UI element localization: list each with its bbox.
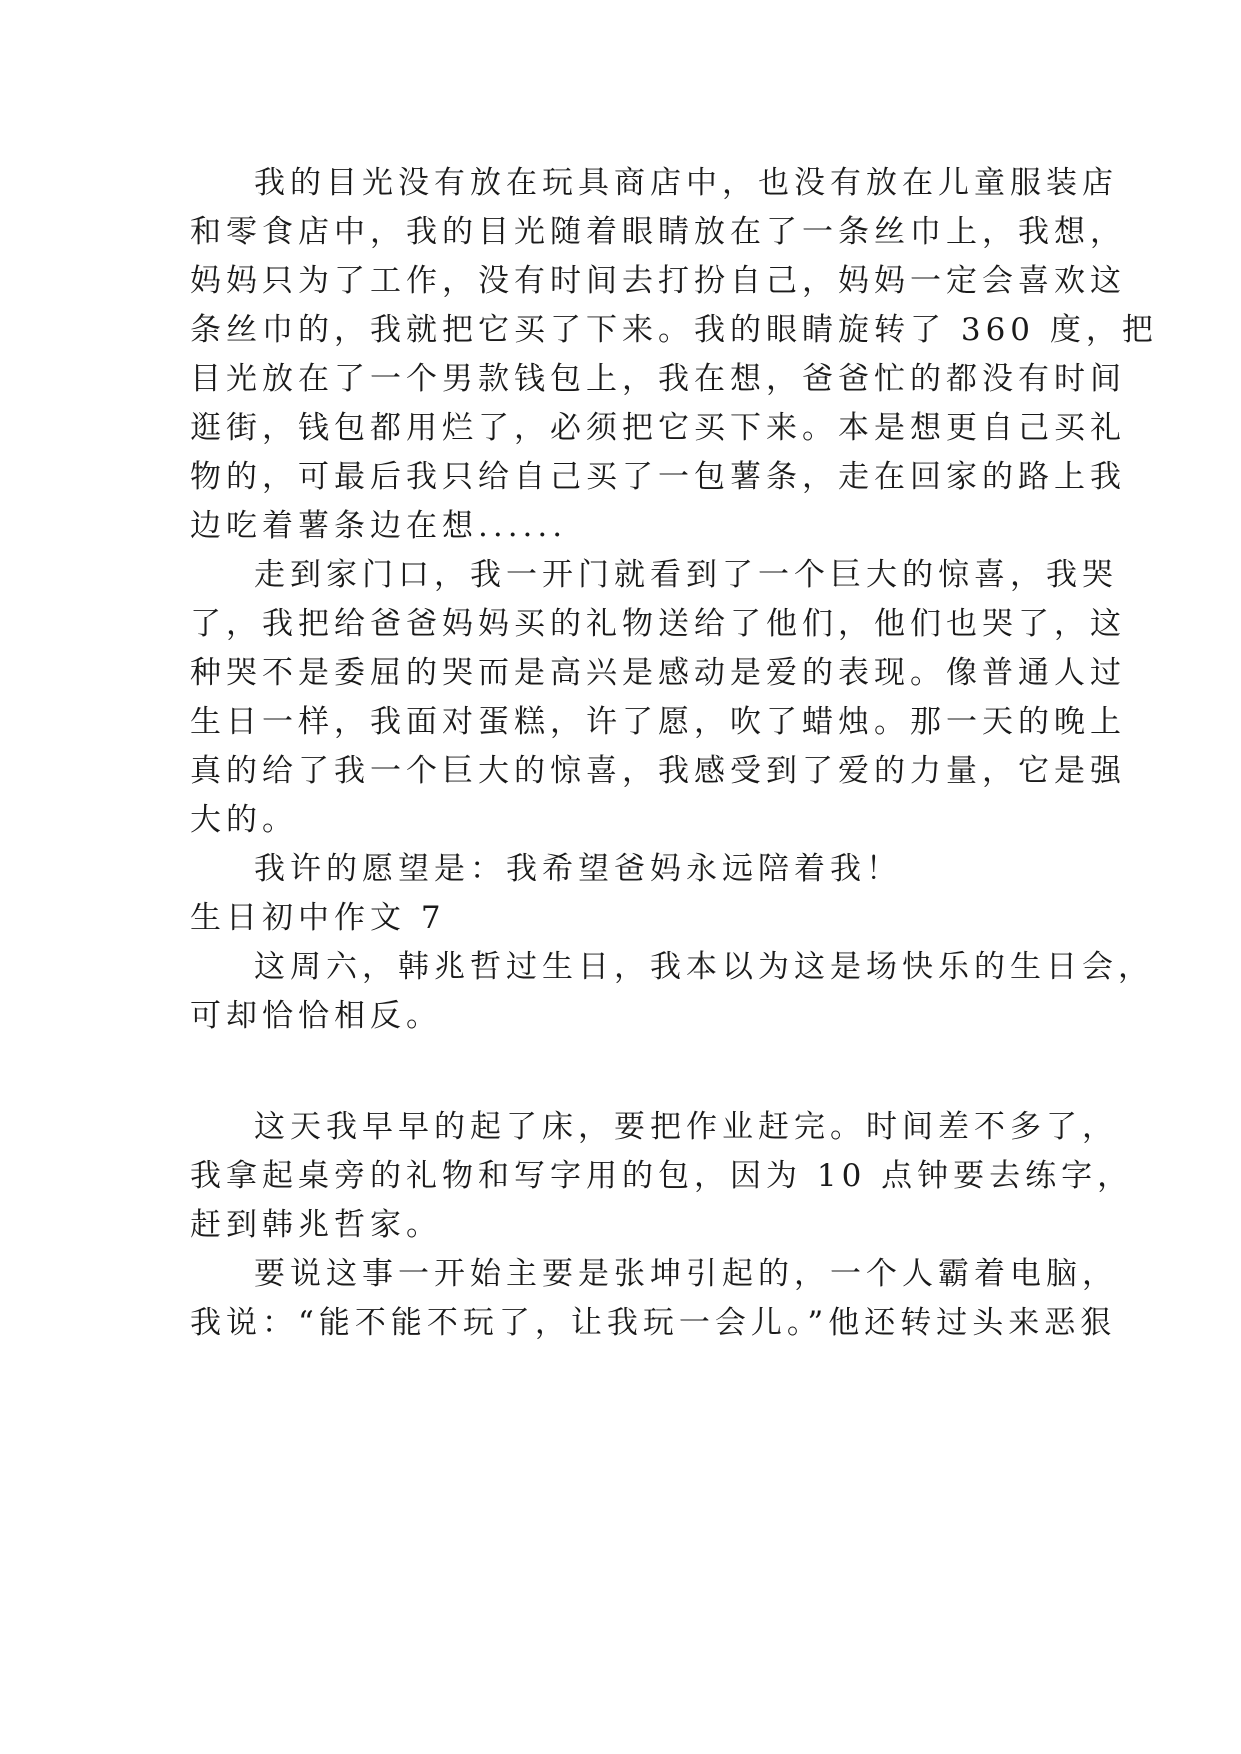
paragraph-line: 赶到韩兆哲家。 xyxy=(190,1207,442,1243)
section-title: 生日初中作文 7 xyxy=(190,900,446,936)
paragraph-line: 条丝巾的，我就把它买了下来。我的眼睛旋转了 360 度，把 xyxy=(190,312,1158,348)
paragraph-line: 目光放在了一个男款钱包上，我在想，爸爸忙的都没有时间 xyxy=(190,361,1126,397)
paragraph-line: 和零食店中，我的目光随着眼睛放在了一条丝巾上，我想， xyxy=(190,214,1126,250)
paragraph-line: 了，我把给爸爸妈妈买的礼物送给了他们，他们也哭了，这 xyxy=(190,606,1126,642)
paragraph-line: 我拿起桌旁的礼物和写字用的包，因为 10 点钟要去练字， xyxy=(190,1158,1134,1194)
paragraph-line: 要说这事一开始主要是张坤引起的，一个人霸着电脑， xyxy=(254,1256,1118,1292)
paragraph-line: 这周六，韩兆哲过生日，我本以为这是场快乐的生日会， xyxy=(254,949,1154,985)
paragraph-line: 妈妈只为了工作，没有时间去打扮自己，妈妈一定会喜欢这 xyxy=(190,263,1126,299)
paragraph-line: 这天我早早的起了床，要把作业赶完。时间差不多了， xyxy=(254,1109,1118,1145)
paragraph-line: 可却恰恰相反。 xyxy=(190,998,442,1034)
paragraph-line: 逛街，钱包都用烂了，必须把它买下来。本是想更自己买礼 xyxy=(190,410,1126,446)
paragraph-line: 种哭不是委屈的哭而是高兴是感动是爱的表现。像普通人过 xyxy=(190,655,1126,691)
paragraph-line: 我的目光没有放在玩具商店中，也没有放在儿童服装店 xyxy=(254,165,1118,201)
paragraph-line: 大的。 xyxy=(190,802,298,838)
paragraph-line: 我说：“能不能不玩了，让我玩一会儿。”他还转过头来恶狠 xyxy=(190,1305,1117,1341)
paragraph-line: 边吃着薯条边在想...... xyxy=(190,508,568,544)
paragraph-line: 我许的愿望是：我希望爸妈永远陪着我！ xyxy=(254,851,902,887)
paragraph-line: 真的给了我一个巨大的惊喜，我感受到了爱的力量，它是强 xyxy=(190,753,1126,789)
paragraph-line: 物的，可最后我只给自己买了一包薯条，走在回家的路上我 xyxy=(190,459,1126,495)
paragraph-line: 走到家门口，我一开门就看到了一个巨大的惊喜，我哭 xyxy=(254,557,1118,593)
paragraph-line: 生日一样，我面对蛋糕，许了愿，吹了蜡烛。那一天的晚上 xyxy=(190,704,1126,740)
